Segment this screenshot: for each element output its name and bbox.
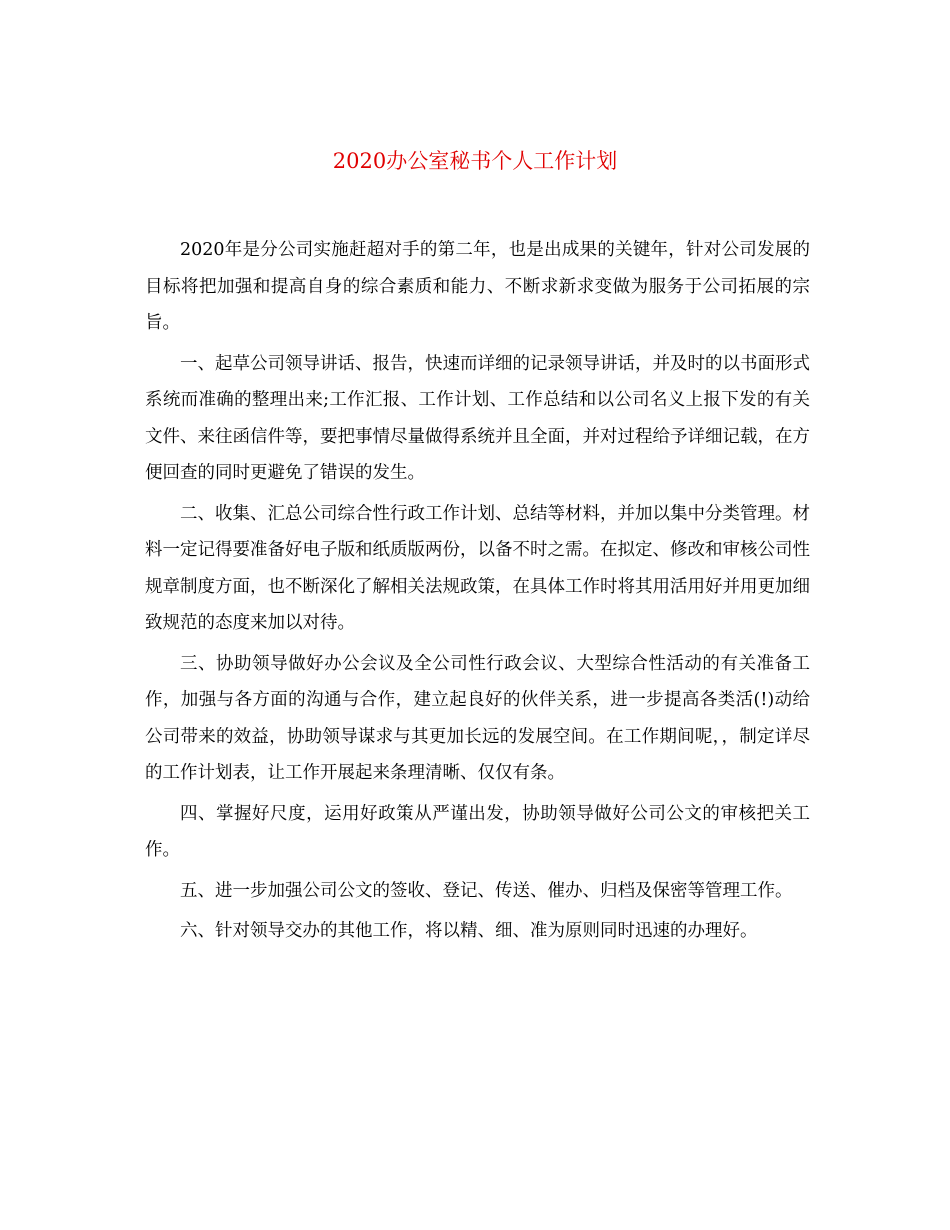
paragraph-item-1: 一、起草公司领导讲话、报告，快速而详细的记录领导讲话，并及时的以书面形式系统而准确的整理出来;工作汇报、工作计划、工作总结和以公司名义上报下发的有关文件、来往函信件等，要把事情尽量做得系统并且全面，并对过程给予详细记载，在方便回查的同时更避免了错误的发生。 (145, 353, 810, 483)
document-title: 2020办公室秘书个人工作计划 (332, 149, 618, 173)
paragraph-item-3: 三、协助领导做好办公会议及全公司性行政会议、大型综合性活动的有关准备工作，加强与各方面的沟通与合作，建立起良好的伙伴关系，进一步提高各类活(!)动给公司带来的效益，协助领导谋求与其更加长远的发展空间。在工作期间呢，，制定详尽的工作计划表，让工作开展起来条理清晰、仅仅有条。 (145, 653, 810, 783)
paragraph-item-5: 五、进一步加强公司公文的签收、登记、传送、催办、归档及保密等管理工作。 (180, 880, 793, 901)
paragraph-intro: 2020年是分公司实施赶超对手的第二年，也是出成果的关键年，针对公司发展的目标将把加强和提高自身的综合素质和能力、不断求新求变做为服务于公司拓展的宗旨。 (145, 240, 810, 333)
paragraph-item-6: 六、针对领导交办的其他工作，将以精、细、准为原则同时迅速的办理好。 (180, 921, 758, 941)
paragraph-item-2: 二、收集、汇总公司综合性行政工作计划、总结等材料，并加以集中分类管理。材料一定记得要准备好电子版和纸质版两份，以备不时之需。在拟定、修改和审核公司性规章制度方面，也不断深化了解相关法规政策，在具体工作时将其用活用好并用更加细致规范的态度来加以对待。 (145, 503, 810, 633)
document-body (145, 232, 810, 954)
paragraph-item-4: 四、掌握好尺度，运用好政策从严谨出发，协助领导做好公司公文的审核把关工作。 (145, 803, 810, 860)
